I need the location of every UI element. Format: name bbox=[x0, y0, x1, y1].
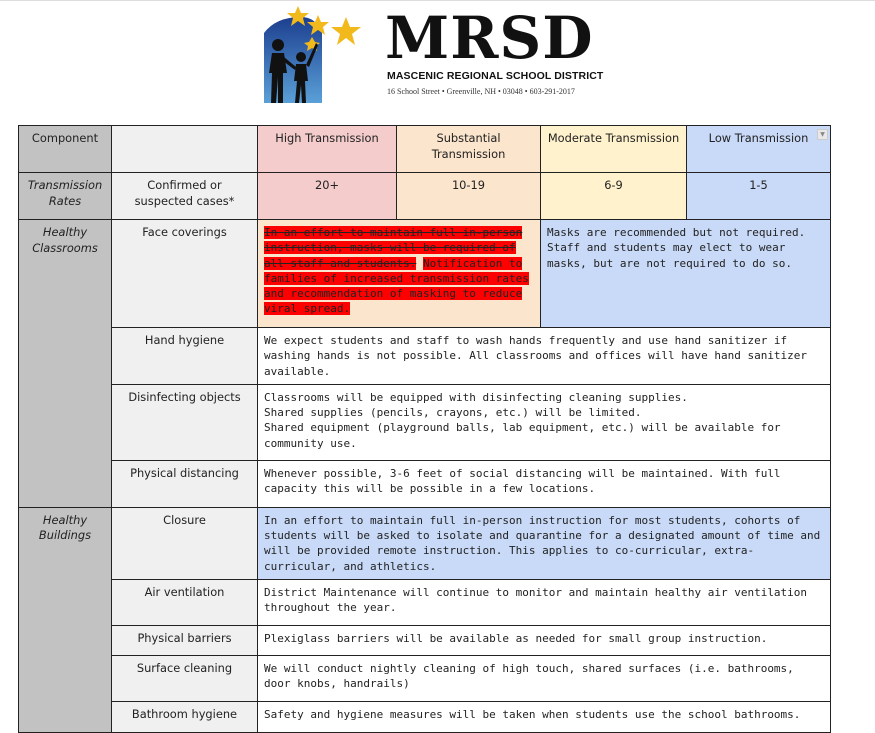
table-row bbox=[19, 507, 831, 579]
face-coverings-label: Face coverings bbox=[112, 220, 258, 328]
bathroom-hygiene-text: Safety and hygiene measures will be taken when students use the school bathrooms. bbox=[258, 702, 831, 733]
header-substantial: Substantial Transmission bbox=[397, 126, 541, 173]
logo-subtitle: MASCENIC REGIONAL SCHOOL DISTRICT bbox=[387, 70, 604, 82]
healthy-buildings-label: Healthy Buildings bbox=[19, 507, 112, 732]
district-address: 16 School Street • Greenville, NH • 03048 • 603-291-2017 bbox=[387, 87, 575, 96]
distancing-label: Physical distancing bbox=[112, 460, 258, 507]
barriers-label: Physical barriers bbox=[112, 626, 258, 656]
table-row bbox=[19, 328, 831, 385]
air-ventilation-text: District Maintenance will continue to monitor and maintain healthy air ventilation throughout the year. bbox=[258, 580, 831, 626]
rate-moderate: 6-9 bbox=[541, 173, 687, 220]
table-row bbox=[19, 460, 831, 507]
rate-substantial: 10-19 bbox=[397, 173, 541, 220]
table-row bbox=[19, 173, 831, 220]
logo-title: MRSD bbox=[385, 4, 594, 72]
face-coverings-high bbox=[258, 220, 541, 328]
disinfecting-line: Shared supplies (pencils, crayons, etc.) will be limited. bbox=[264, 406, 642, 420]
transmission-table bbox=[18, 125, 831, 733]
header-blank bbox=[112, 126, 258, 173]
closure-label: Closure bbox=[112, 507, 258, 579]
struck-text: In an effort to maintain full in-person instruction, masks will be required of all staff and students. bbox=[264, 226, 523, 270]
highlighted-text: Notification to families of increased transmission rates and recommendation of masking to reduce viral spread. bbox=[264, 256, 529, 316]
disinfecting-text bbox=[258, 384, 831, 460]
header-low-label: Low Transmission bbox=[708, 131, 809, 145]
rate-high: 20+ bbox=[258, 173, 397, 220]
dropdown-arrow-icon[interactable]: ▼ bbox=[817, 129, 828, 140]
header-low[interactable] bbox=[687, 126, 831, 173]
table-header-row bbox=[19, 126, 831, 173]
cases-label: Confirmed or suspected cases* bbox=[112, 173, 258, 220]
table-row bbox=[19, 580, 831, 626]
table-row bbox=[19, 626, 831, 656]
header-component: Component bbox=[19, 126, 112, 173]
disinfecting-label: Disinfecting objects bbox=[112, 384, 258, 460]
air-ventilation-label: Air ventilation bbox=[112, 580, 258, 626]
table-row bbox=[19, 702, 831, 733]
surface-cleaning-text: We will conduct nightly cleaning of high touch, shared surfaces (i.e. bathrooms, door knobs, handrails) bbox=[258, 656, 831, 702]
disinfecting-line: Classrooms will be equipped with disinfecting cleaning supplies. bbox=[264, 390, 688, 404]
bathroom-hygiene-label: Bathroom hygiene bbox=[112, 702, 258, 733]
hand-hygiene-label: Hand hygiene bbox=[112, 328, 258, 385]
surface-cleaning-label: Surface cleaning bbox=[112, 656, 258, 702]
district-header bbox=[0, 0, 875, 110]
transmission-rates-label: Transmission Rates bbox=[19, 173, 112, 220]
table-row bbox=[19, 656, 831, 702]
table-row bbox=[19, 384, 831, 460]
table-row bbox=[19, 220, 831, 328]
face-coverings-low: Masks are recommended but not required. Staff and students may elect to wear masks, but are not required to do so. bbox=[541, 220, 831, 328]
header-moderate: Moderate Transmission bbox=[541, 126, 687, 173]
closure-text: In an effort to maintain full in-person instruction for most students, cohorts of students will be asked to isolate and quarantine for a designated amount of time and will be provided remote instruction. This applies to co-curricular, extra-curricular, and athletics. bbox=[258, 507, 831, 579]
barriers-text: Plexiglass barriers will be available as needed for small group instruction. bbox=[258, 626, 831, 656]
rate-low: 1-5 bbox=[687, 173, 831, 220]
distancing-text: Whenever possible, 3-6 feet of social distancing will be maintained. With full capacity this will be possible in a few locations. bbox=[258, 460, 831, 507]
disinfecting-line: Shared equipment (playground balls, lab equipment, etc.) will be available for community use. bbox=[264, 421, 781, 450]
header-high: High Transmission bbox=[258, 126, 397, 173]
hand-hygiene-text: We expect students and staff to wash hands frequently and use hand sanitizer if washing hands is not possible. All classrooms and offices will have hand sanitizer available. bbox=[258, 328, 831, 385]
healthy-classrooms-label: Healthy Classrooms bbox=[19, 220, 112, 508]
district-logo-icon bbox=[256, 3, 366, 103]
